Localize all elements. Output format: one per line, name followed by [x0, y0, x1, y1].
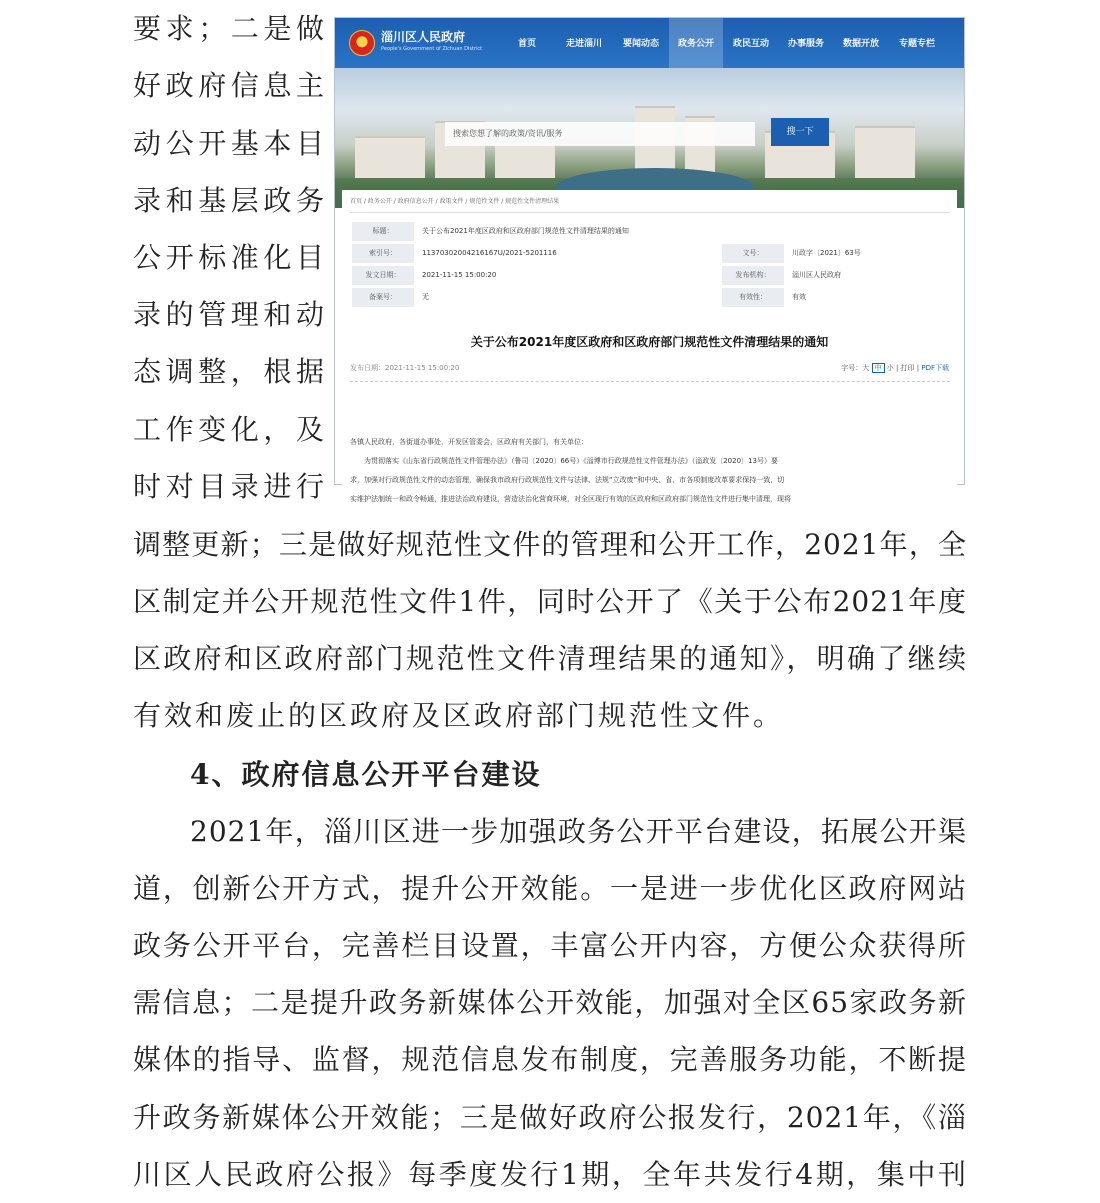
- body-line: 工作变化，及: [133, 413, 329, 446]
- body-line: 政务公开平台，完善栏目设置，丰富公开内容，方便公众获得所: [133, 929, 967, 962]
- font-size-label: 字号：大: [841, 364, 870, 372]
- nav-about[interactable]: 走进淄川: [565, 39, 602, 49]
- nav-news[interactable]: 要闻动态: [622, 39, 659, 49]
- nav-services[interactable]: 办事服务: [787, 39, 824, 49]
- article-paragraph: 为贯彻落实《山东省行政规范性文件管理办法》（鲁司〔2020〕66号）《淄博市行政规范性文件管理办法》（淄政发〔2020〕13号）要: [364, 457, 778, 465]
- body-line: 公开标准化目: [133, 241, 329, 274]
- nav-interaction[interactable]: 政民互动: [732, 39, 769, 49]
- body-line: 道，创新公开方式，提升公开效能。一是进一步优化区政府网站: [133, 872, 967, 905]
- body-line-end: 有效和废止的区政府及区政府部门规范性文件。: [133, 699, 785, 732]
- national-emblem-icon: [349, 30, 375, 56]
- meta-row-index: 索引号： 11370302004216167U/2021-5201116 文号： 川政字〔2021〕63号: [352, 244, 952, 263]
- breadcrumb: 首页 / 政务公开 / 政府信息公开 / 政策文件 / 规范性文件 / 规范性文件清理结果: [350, 198, 560, 205]
- body-line: 川区人民政府公报》每季度发行1期，全年共发行4期，集中刊: [133, 1158, 967, 1191]
- body-line: 升政务新媒体公开效能；三是做好政府公报发行，2021年，《淄: [133, 1101, 967, 1134]
- nav-open-data[interactable]: 数据开放: [842, 39, 879, 49]
- website-screenshot: [334, 17, 965, 503]
- body-line: 录的管理和动: [133, 298, 329, 331]
- article-paragraph: 实维护法制统一和政令畅通，推进法治政府建设，营造法治化营商环境，对全区现行有效的区政府和区政府部门规范性文件进行集中清理，现将: [350, 495, 791, 503]
- body-line: 时对目录进行: [133, 470, 329, 503]
- article-panel: [342, 190, 957, 503]
- body-line: 区制定并公开规范性文件1件，同时公开了《关于公布2021年度: [133, 585, 967, 618]
- body-line: 媒体的指导、监督，规范信息发布制度，完善服务功能，不断提: [133, 1043, 967, 1076]
- body-line: 调整更新；三是做好规范性文件的管理和公开工作，2021年，全: [133, 528, 967, 561]
- nav-topics[interactable]: 专题专栏: [898, 39, 935, 49]
- body-line: 态调整，根据: [133, 355, 329, 388]
- reading-tools: 字号：大 中 小 | 打印 | PDF下载: [841, 364, 949, 372]
- pdf-download-link[interactable]: PDF下载: [921, 364, 949, 372]
- meta-row-date: 发文日期： 2021-11-15 15:00:20 发布机构： 淄川区人民政府: [352, 266, 952, 285]
- body-line: 需信息；二是提升政务新媒体公开效能，加强对全区65家政务新: [133, 986, 967, 1019]
- publish-date: 发布日期：2021-11-15 15:00:20: [350, 364, 460, 372]
- site-search-button[interactable]: 搜一下: [771, 118, 829, 146]
- body-line: 要求；二是做: [133, 12, 329, 45]
- body-line: 2021年，淄川区进一步加强政务公开平台建设，拓展公开渠: [190, 815, 967, 848]
- section-heading: 4、政府信息公开平台建设: [190, 758, 542, 791]
- site-name: 淄川区人民政府: [381, 30, 466, 44]
- body-line: 动公开基本目: [133, 127, 329, 160]
- nav-gov-affairs[interactable]: 政务公开: [669, 18, 723, 71]
- article-paragraph: 求，加强对行政规范性文件的动态管理，确保我市政府行政规范性文件与法律、法规“立改废”和中央、省、市各项制度改革要求保持一致，切: [350, 476, 785, 484]
- nav-home[interactable]: 首页: [517, 39, 536, 49]
- body-line: 区政府和区政府部门规范性文件清理结果的通知》，明确了继续: [133, 642, 967, 675]
- site-header: [335, 18, 964, 68]
- body-line: 好政府信息主: [133, 69, 329, 102]
- site-search-input[interactable]: 搜索您想了解的政策/资讯/服务: [445, 122, 755, 146]
- font-size-small[interactable]: 小: [886, 364, 894, 372]
- site-subtitle: People's Government of Zichuan District: [381, 46, 483, 52]
- meta-row-title: 标题： 关于公布2021年度区政府和区政府部门规范性文件清理结果的通知: [352, 222, 952, 241]
- body-line: 录和基层政务: [133, 184, 329, 217]
- meta-row-record: 备案号： 无 有效性： 有效: [352, 288, 952, 307]
- print-link[interactable]: 打印: [900, 364, 915, 372]
- font-size-mid[interactable]: 中: [872, 363, 885, 373]
- document-title: 关于公布2021年度区政府和区政府部门规范性文件清理结果的通知: [470, 335, 829, 349]
- article-paragraph: 各镇人民政府，各街道办事处，开发区管委会，区政府有关部门，有关单位：: [350, 438, 588, 446]
